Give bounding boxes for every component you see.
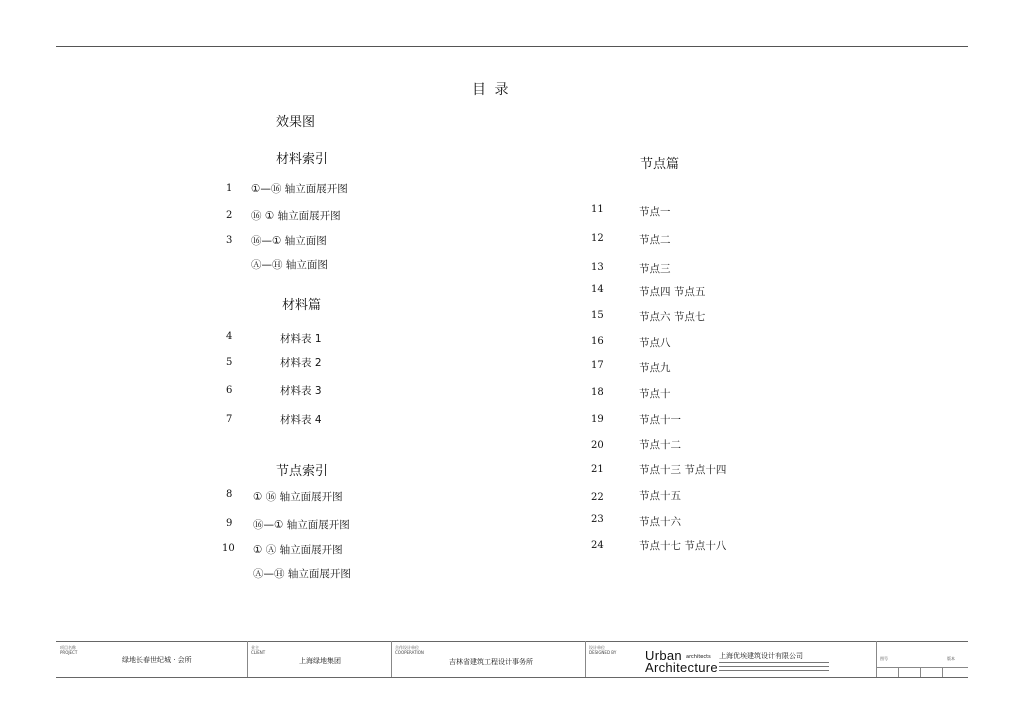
title-block-grid-line <box>942 667 943 677</box>
list-item-link[interactable]: 节点四 节点五 <box>639 286 706 298</box>
list-item-number: 22 <box>591 492 604 503</box>
list-item-link[interactable]: 节点十五 <box>639 490 681 502</box>
logo-architecture-text: Architecture <box>645 660 718 675</box>
title-block-bottom-line <box>56 677 968 678</box>
list-item-link[interactable]: Ⓐ—Ⓗ 轴立面图 <box>251 259 328 271</box>
title-block-divider <box>391 641 392 677</box>
list-item-number: 12 <box>591 233 604 244</box>
designer-address-lines <box>719 662 829 671</box>
list-item-number: 15 <box>591 310 604 321</box>
list-item-number: 16 <box>591 336 604 347</box>
project-name: 绿地长春世纪城 · 会所 <box>122 656 192 664</box>
title-block-divider <box>876 641 877 677</box>
list-item-link[interactable]: 材料表 4 <box>280 414 322 426</box>
section-material-index-heading: 材料索引 <box>276 152 329 167</box>
list-item-link[interactable]: 材料表 3 <box>280 385 322 397</box>
page-title: 目 录 <box>472 82 511 98</box>
list-item-link[interactable]: 节点十六 <box>639 516 681 528</box>
list-item-link[interactable]: 节点十 <box>639 388 671 400</box>
title-block-grid-line <box>876 667 968 668</box>
cooperation-label: 合作设计单位 COOPERATION <box>395 645 424 655</box>
list-item-number: 4 <box>226 331 233 342</box>
list-item-link[interactable]: 材料表 2 <box>280 357 322 369</box>
list-item-link[interactable]: 节点十七 节点十八 <box>639 540 727 552</box>
title-block-divider <box>247 641 248 677</box>
section-nodes-heading: 节点篇 <box>640 157 680 172</box>
list-item-number: 1 <box>226 183 233 194</box>
list-item-link[interactable]: 节点二 <box>639 234 671 246</box>
list-item-link[interactable]: ① ⑯ 轴立面展开图 <box>253 491 343 503</box>
list-item-link[interactable]: 节点一 <box>639 206 671 218</box>
cooperation-name: 吉林省建筑工程设计事务所 <box>449 658 533 666</box>
list-item-number: 3 <box>226 235 233 246</box>
list-item-number: 24 <box>591 540 604 551</box>
list-item-number: 6 <box>226 385 233 396</box>
list-item-link[interactable]: 材料表 1 <box>280 333 322 345</box>
list-item-link[interactable]: 节点十三 节点十四 <box>639 464 727 476</box>
client-name: 上海绿地集团 <box>299 657 341 665</box>
client-label: 业主 CLIENT <box>251 645 266 655</box>
logo-architects-text: architects <box>686 654 711 660</box>
project-label: 项目名称 PROJECT <box>60 645 78 655</box>
list-item-number: 7 <box>226 414 233 425</box>
list-item-link[interactable]: 节点十一 <box>639 414 681 426</box>
list-item-link[interactable]: 节点八 <box>639 337 671 349</box>
drawing-number-label: 图号 <box>880 656 888 661</box>
list-item-link[interactable]: ⑯—① 轴立面图 <box>251 235 327 247</box>
list-item-number: 11 <box>591 204 604 215</box>
title-block-top-line <box>56 641 968 642</box>
section-materials-heading: 材料篇 <box>282 298 322 313</box>
list-item-number: 10 <box>222 543 235 554</box>
section-effects-heading: 效果图 <box>276 115 316 130</box>
list-item-number: 9 <box>226 518 233 529</box>
list-item-link[interactable]: 节点十二 <box>639 439 681 451</box>
list-item-link[interactable]: ① Ⓐ 轴立面展开图 <box>253 544 343 556</box>
list-item-link[interactable]: ⑯ ① 轴立面展开图 <box>251 210 341 222</box>
designer-label: 设计单位 DESIGNED BY <box>589 645 617 655</box>
list-item-number: 21 <box>591 464 604 475</box>
top-border-line <box>56 46 968 47</box>
title-block-grid-line <box>898 667 899 677</box>
list-item-link[interactable]: 节点六 节点七 <box>639 311 706 323</box>
list-item-link[interactable]: ①—⑯ 轴立面展开图 <box>251 183 348 195</box>
list-item-number: 8 <box>226 489 233 500</box>
title-block-grid-line <box>920 667 921 677</box>
list-item-number: 2 <box>226 210 233 221</box>
list-item-number: 23 <box>591 514 604 525</box>
list-item-number: 17 <box>591 360 604 371</box>
list-item-number: 18 <box>591 387 604 398</box>
list-item-link[interactable]: 节点九 <box>639 362 671 374</box>
list-item-number: 13 <box>591 262 604 273</box>
designer-company-name: 上海优埃建筑设计有限公司 <box>719 652 803 660</box>
section-node-index-heading: 节点索引 <box>276 464 329 479</box>
list-item-link[interactable]: ⑯—① 轴立面展开图 <box>253 519 350 531</box>
list-item-number: 19 <box>591 414 604 425</box>
list-item-number: 5 <box>226 357 233 368</box>
title-block-divider <box>585 641 586 677</box>
list-item-number: 20 <box>591 440 604 451</box>
revision-label: 版本 <box>947 656 955 661</box>
list-item-link[interactable]: Ⓐ—Ⓗ 轴立面展开图 <box>253 568 351 580</box>
logo-urban-text: Urban <box>645 648 682 663</box>
list-item-number: 14 <box>591 284 604 295</box>
list-item-link[interactable]: 节点三 <box>639 263 671 275</box>
